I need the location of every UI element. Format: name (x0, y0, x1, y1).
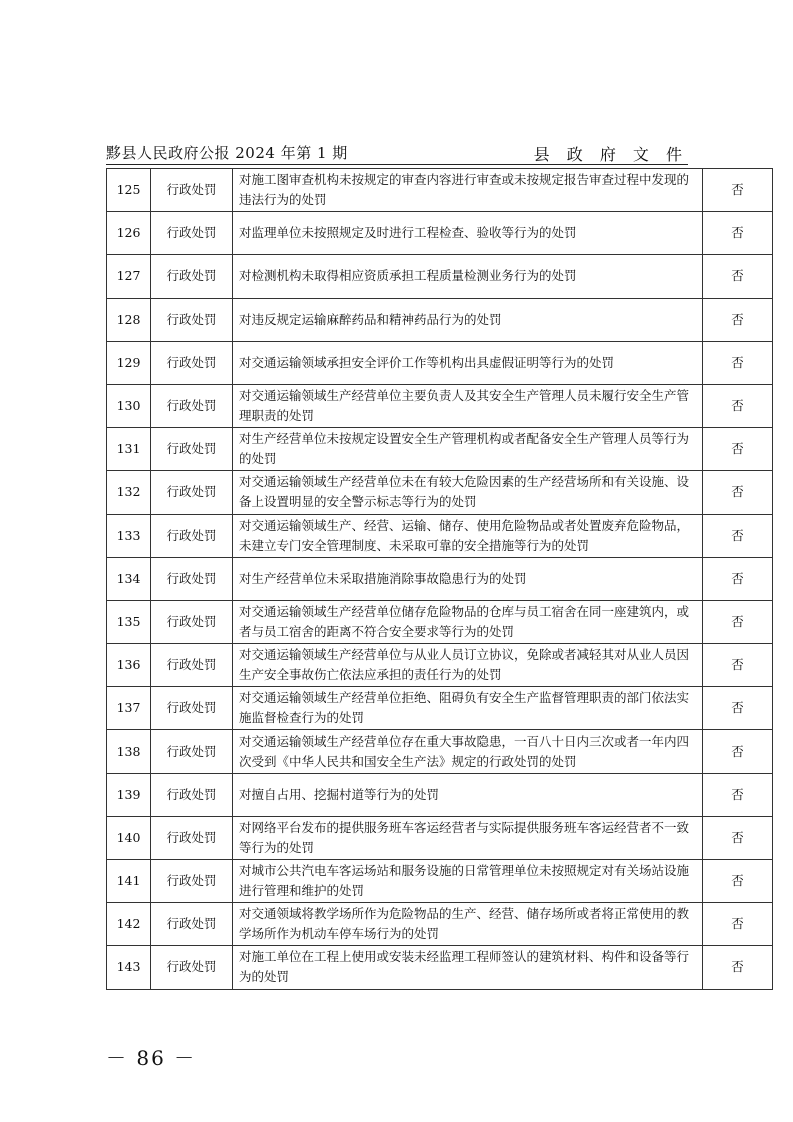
table-row (107, 514, 773, 557)
table-row (107, 255, 773, 298)
row-content-cell: 对交通运输领域生产经营单位储存危险物品的仓库与员工宿舍在同一座建筑内，或者与员工宿舍的距离不符合安全要求等行为的处罚 (233, 600, 703, 643)
row-content-cell: 对网络平台发布的提供服务班车客运经营者与实际提供服务班车客运经营者不一致等行为的处罚 (233, 816, 703, 859)
section-title: 县 政 府 文 件 (533, 145, 688, 164)
page-number: － 86 － (106, 1046, 197, 1070)
row-type-cell: 行政处罚 (151, 384, 233, 427)
row-flag-cell: 否 (703, 600, 773, 643)
row-content-cell: 对交通运输领域生产经营单位拒绝、阻碍负有安全生产监督管理职责的部门依法实施监督检查行为的处罚 (233, 687, 703, 730)
row-number-cell: 136 (107, 644, 151, 687)
row-content-cell: 对交通运输领域生产经营单位主要负责人及其安全生产管理人员未履行安全生产管理职责的处罚 (233, 384, 703, 427)
row-flag-cell: 否 (703, 428, 773, 471)
table-row (107, 428, 773, 471)
row-type-cell: 行政处罚 (151, 946, 233, 989)
row-type-cell: 行政处罚 (151, 169, 233, 212)
row-type-cell: 行政处罚 (151, 557, 233, 600)
row-content-cell: 对施工单位在工程上使用或安装未经监理工程师签认的建筑材料、构件和设备等行为的处罚 (233, 946, 703, 989)
row-number-cell: 132 (107, 471, 151, 514)
row-content-cell: 对交通运输领域生产、经营、运输、储存、使用危险物品或者处置废弃危险物品，未建立专门安全管理制度、未采取可靠的安全措施等行为的处罚 (233, 514, 703, 557)
row-number-cell: 133 (107, 514, 151, 557)
row-number-cell: 129 (107, 341, 151, 384)
row-flag-cell: 否 (703, 341, 773, 384)
row-flag-cell: 否 (703, 298, 773, 341)
table-row (107, 773, 773, 816)
row-content-cell: 对交通运输领域生产经营单位未在有较大危险因素的生产经营场所和有关设施、设备上设置明显的安全警示标志等行为的处罚 (233, 471, 703, 514)
table-row (107, 169, 773, 212)
row-content-cell: 对生产经营单位未采取措施消除事故隐患行为的处罚 (233, 557, 703, 600)
row-flag-cell: 否 (703, 384, 773, 427)
row-flag-cell: 否 (703, 860, 773, 903)
row-type-cell: 行政处罚 (151, 514, 233, 557)
row-type-cell: 行政处罚 (151, 428, 233, 471)
row-flag-cell: 否 (703, 773, 773, 816)
row-flag-cell: 否 (703, 514, 773, 557)
table-row (107, 946, 773, 989)
row-number-cell: 137 (107, 687, 151, 730)
row-type-cell: 行政处罚 (151, 687, 233, 730)
row-type-cell: 行政处罚 (151, 816, 233, 859)
row-type-cell: 行政处罚 (151, 903, 233, 946)
row-content-cell: 对生产经营单位未按规定设置安全生产管理机构或者配备安全生产管理人员等行为的处罚 (233, 428, 703, 471)
row-number-cell: 131 (107, 428, 151, 471)
table-row (107, 212, 773, 255)
row-number-cell: 134 (107, 557, 151, 600)
row-type-cell: 行政处罚 (151, 255, 233, 298)
row-number-cell: 142 (107, 903, 151, 946)
row-type-cell: 行政处罚 (151, 341, 233, 384)
row-content-cell: 对交通运输领域承担安全评价工作等机构出具虚假证明等行为的处罚 (233, 341, 703, 384)
row-type-cell: 行政处罚 (151, 773, 233, 816)
row-flag-cell: 否 (703, 903, 773, 946)
table-body (107, 169, 773, 990)
row-flag-cell: 否 (703, 212, 773, 255)
row-number-cell: 128 (107, 298, 151, 341)
row-content-cell: 对交通运输领域生产经营单位与从业人员订立协议，免除或者减轻其对从业人员因生产安全事故伤亡依法应承担的责任行为的处罚 (233, 644, 703, 687)
row-flag-cell: 否 (703, 644, 773, 687)
row-content-cell: 对城市公共汽电车客运场站和服务设施的日常管理单位未按照规定对有关场站设施进行管理和维护的处罚 (233, 860, 703, 903)
row-type-cell: 行政处罚 (151, 644, 233, 687)
row-flag-cell: 否 (703, 169, 773, 212)
row-content-cell: 对擅自占用、挖掘村道等行为的处罚 (233, 773, 703, 816)
row-type-cell: 行政处罚 (151, 212, 233, 255)
row-type-cell: 行政处罚 (151, 730, 233, 773)
row-flag-cell: 否 (703, 557, 773, 600)
row-flag-cell: 否 (703, 687, 773, 730)
row-number-cell: 125 (107, 169, 151, 212)
row-number-cell: 140 (107, 816, 151, 859)
row-type-cell: 行政处罚 (151, 860, 233, 903)
table-row (107, 816, 773, 859)
row-type-cell: 行政处罚 (151, 600, 233, 643)
bulletin-title: 黟县人民政府公报 2024 年第 1 期 (106, 144, 348, 162)
row-number-cell: 141 (107, 860, 151, 903)
row-content-cell: 对监理单位未按照规定及时进行工程检查、验收等行为的处罚 (233, 212, 703, 255)
row-content-cell: 对违反规定运输麻醉药品和精神药品行为的处罚 (233, 298, 703, 341)
page-header (106, 142, 688, 165)
row-flag-cell: 否 (703, 946, 773, 989)
table-row (107, 600, 773, 643)
row-flag-cell: 否 (703, 255, 773, 298)
row-number-cell: 135 (107, 600, 151, 643)
table-row (107, 687, 773, 730)
row-number-cell: 138 (107, 730, 151, 773)
row-flag-cell: 否 (703, 471, 773, 514)
row-number-cell: 130 (107, 384, 151, 427)
table-row (107, 860, 773, 903)
row-content-cell: 对施工图审查机构未按规定的审查内容进行审查或未按规定报告审查过程中发现的违法行为的处罚 (233, 169, 703, 212)
table-row (107, 471, 773, 514)
row-content-cell: 对交通运输领域生产经营单位存在重大事故隐患，一百八十日内三次或者一年内四次受到《中华人民共和国安全生产法》规定的行政处罚的处罚 (233, 730, 703, 773)
row-content-cell: 对交通领域将教学场所作为危险物品的生产、经营、储存场所或者将正常使用的教学场所作为机动车停车场行为的处罚 (233, 903, 703, 946)
row-type-cell: 行政处罚 (151, 471, 233, 514)
table-row (107, 903, 773, 946)
row-number-cell: 126 (107, 212, 151, 255)
row-number-cell: 143 (107, 946, 151, 989)
table-row (107, 644, 773, 687)
row-number-cell: 139 (107, 773, 151, 816)
row-number-cell: 127 (107, 255, 151, 298)
table-row (107, 384, 773, 427)
row-flag-cell: 否 (703, 730, 773, 773)
row-content-cell: 对检测机构未取得相应资质承担工程质量检测业务行为的处罚 (233, 255, 703, 298)
row-flag-cell: 否 (703, 816, 773, 859)
table-row (107, 557, 773, 600)
row-type-cell: 行政处罚 (151, 298, 233, 341)
table-row (107, 298, 773, 341)
penalty-table (106, 168, 773, 990)
table-row (107, 341, 773, 384)
table-row (107, 730, 773, 773)
